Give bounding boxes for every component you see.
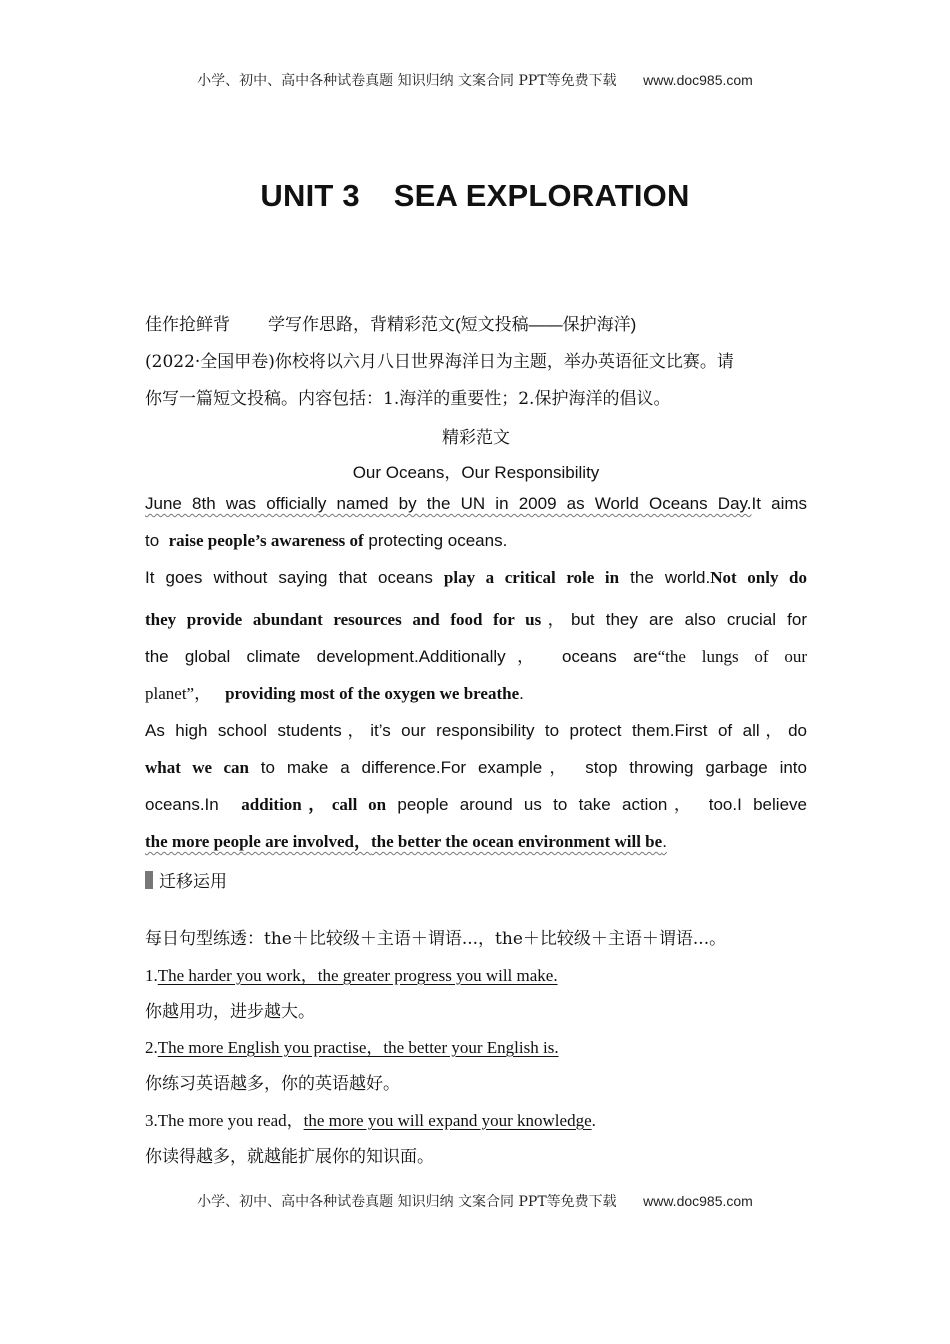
p3-bold-phrase-1: what we can: [145, 758, 249, 777]
practice-label: 每日句型练透：: [145, 929, 264, 948]
p2-bold-phrase-2: Not only do: [710, 568, 807, 587]
practice-item-1: [145, 961, 807, 986]
essay-p3-line3: [145, 790, 807, 815]
footer-text: 小学、初中、高中各种试卷真题 知识归纳 文案合同 PPT等免费下载: [197, 1194, 617, 1210]
essay-p2-line3: [145, 642, 807, 667]
header-site-link[interactable]: www.doc985.com: [643, 72, 753, 88]
section-marker-icon: [145, 871, 153, 889]
practice-pattern: the＋比较级＋主语＋谓语...，the＋比较级＋主语＋谓语...。: [264, 929, 727, 949]
practice-heading: [145, 924, 807, 949]
p3-bold-phrase-3: call on: [331, 795, 387, 814]
p1-bold-phrase: raise people’s awareness of: [168, 531, 364, 550]
essay-p2-line4: [145, 679, 807, 704]
item-answer: the more you will expand your knowledge: [303, 1111, 592, 1130]
unit-number: UNIT 3: [260, 178, 360, 213]
essay-p2-line2: [145, 605, 807, 630]
page-header: [0, 70, 950, 90]
prompt-line-2: 你写一篇短文投稿。内容包括：1.海洋的重要性；2.保护海洋的倡议。: [145, 389, 671, 409]
essay-p3-line4: [145, 827, 807, 852]
essay-title: Our Oceans，Our Responsibility: [352, 463, 600, 482]
essay-p3-line2: [145, 753, 807, 778]
p2-bold-phrase-4: providing most of the oxygen we breathe: [225, 684, 520, 703]
item-answer: The more English you practise，the better your English is.: [157, 1038, 559, 1057]
footer-site-link[interactable]: www.doc985.com: [643, 1193, 753, 1209]
p3-bold-phrase-2: addition，: [241, 795, 332, 814]
p2-line4-end: .: [519, 684, 524, 703]
p1-wavy-phrase: June 8th was officially named by the UN in 2009 as World Oceans Day.: [145, 494, 752, 513]
page-footer: [0, 1191, 950, 1211]
essay-label: 精彩范文: [442, 428, 510, 447]
practice-item-2-translation: 你练习英语越多，你的英语越好。: [145, 1074, 400, 1094]
transfer-heading: [145, 867, 807, 892]
prompt-line-1: (2022·全国甲卷)你校将以六月八日世界海洋日为主题，举办英语征文比赛。请: [145, 352, 734, 372]
p2-bold-phrase-3: they provide abundant resources and food for us: [145, 610, 542, 629]
essay-p2-line1: [145, 568, 807, 588]
unit-topic: SEA EXPLORATION: [393, 178, 690, 213]
practice-item-3-translation: 你读得越多，就越能扩展你的知识面。: [145, 1147, 434, 1167]
essay-p3-line1: As high school students，it’s our responsibility to protect them.First of all，do: [145, 721, 807, 740]
practice-item-1-translation: 你越用功，进步越大。: [145, 1002, 315, 1022]
essay-p1-line1: [145, 494, 807, 514]
transfer-label: 迁移运用: [159, 872, 227, 892]
p3-bold-phrase-4: the more people are involved，: [145, 832, 372, 851]
p2-line1-mid: the world.: [619, 568, 711, 587]
item-pre: The more you read，: [157, 1111, 304, 1130]
p1-line2-end: protecting oceans.: [363, 531, 508, 550]
item-answer: The harder you work，the greater progress you will make.: [157, 966, 558, 985]
p3-line3-end: people around us to take action， too.I believe: [386, 795, 807, 814]
item-post: .: [591, 1111, 596, 1130]
header-text: 小学、初中、高中各种试卷真题 知识归纳 文案合同 PPT等免费下载: [197, 73, 617, 89]
p2-line3-start: the global climate development.Additionally， oceans are: [145, 647, 658, 666]
page-title: [0, 178, 950, 214]
practice-item-2: [145, 1033, 807, 1058]
p2-line2-end: ，but they are also crucial for: [541, 610, 807, 629]
p3-line3-start: oceans.In: [145, 795, 242, 814]
essay-p1-line2: [145, 531, 807, 551]
p2-quote-end: planet”，: [145, 684, 212, 703]
p2-quote-start: “the lungs of our: [657, 647, 807, 666]
p3-line4-end: .: [662, 832, 667, 851]
section-title: 学写作思路，背精彩范文(短文投稿——保护海洋): [268, 315, 637, 334]
p3-bold-phrase-5: the better the ocean environment will be: [371, 832, 663, 851]
p3-line2-end: to make a difference.For example， stop throwing garbage into: [248, 758, 807, 777]
section-label: 佳作抢鲜背: [145, 315, 230, 335]
section-heading: [145, 310, 807, 335]
item-number: 2.: [145, 1038, 158, 1057]
p1-line1-end: It aims: [751, 494, 808, 513]
practice-item-3: [145, 1106, 807, 1131]
item-number: 1.: [145, 966, 158, 985]
item-number: 3.: [145, 1111, 158, 1130]
p2-bold-phrase-1: play a critical role in: [443, 568, 620, 587]
p2-line1-start: It goes without saying that oceans: [145, 568, 444, 587]
p1-line2-start: to: [145, 531, 169, 550]
